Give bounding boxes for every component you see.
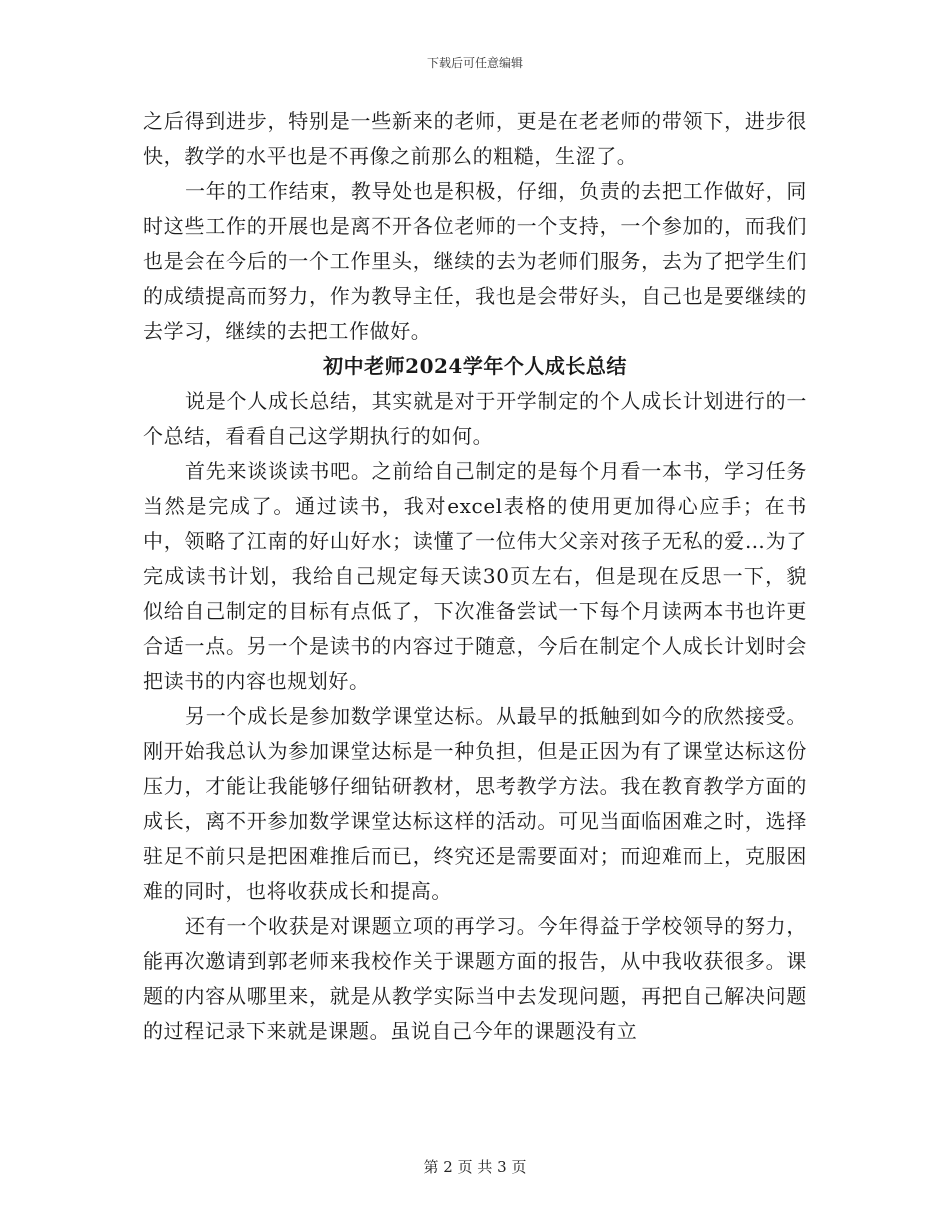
page-number: 第 2 页 共 3 页 bbox=[423, 1158, 527, 1176]
paragraph-continuation: 之后得到进步，特别是一些新来的老师，更是在老老师的带领下，进步很快，教学的水平也是不再像之前那么的粗糙，生涩了。 bbox=[143, 109, 807, 168]
section-title: 初中老师2024学年个人成长总结 bbox=[323, 354, 627, 378]
document-body bbox=[143, 104, 807, 1049]
page-header-note: 下载后可任意编辑 bbox=[426, 56, 523, 70]
paragraph-reading: 首先来谈谈读书吧。之前给自己制定的是每个月看一本书，学习任务当然是完成了。通过读书，我对excel表格的使用更加得心应手；在书中，领略了江南的好山好水；读懂了一位伟大父亲对孩子无私的爱…为了完成读书计划，我给自己规定每天读30页左右，但是现在反思一下，貌似给自己制定的目标有点低了，下次准备尝试一下每个月读两本书也许更合适一点。另一个是读书的内容过于随意，今后在制定个人成长计划时会把读书的内容也规划好。 bbox=[143, 459, 807, 693]
paragraph-research: 还有一个收获是对课题立项的再学习。今年得益于学校领导的努力，能再次邀请到郭老师来我校作关于课题方面的报告，从中我收获很多。课题的内容从哪里来，就是从教学实际当中去发现问题，再把自己解决问题的过程记录下来就是课题。虽说自己今年的课题没有立 bbox=[143, 914, 807, 1043]
paragraph-classroom: 另一个成长是参加数学课堂达标。从最早的抵触到如今的欣然接受。刚开始我总认为参加课堂达标是一种负担，但是正因为有了课堂达标这份压力，才能让我能够仔细钻研教材，思考教学方法。我在教育教学方面的成长，离不开参加数学课堂达标这样的活动。可见当面临困难之时，选择驻足不前只是把困难推后而已，终究还是需要面对；而迎难而上，克服困难的同时，也将收获成长和提高。 bbox=[143, 704, 807, 903]
paragraph-intro: 说是个人成长总结，其实就是对于开学制定的个人成长计划进行的一个总结，看看自己这学期执行的如何。 bbox=[143, 389, 807, 448]
paragraph-work-summary: 一年的工作结束，教导处也是积极，仔细，负责的去把工作做好，同时这些工作的开展也是离不开各位老师的一个支持，一个参加的，而我们也是会在今后的一个工作里头，继续的去为老师们服务，去为了把学生们的成绩提高而努力，作为教导主任，我也是会带好头，自己也是要继续的去学习，继续的去把工作做好。 bbox=[143, 179, 807, 343]
